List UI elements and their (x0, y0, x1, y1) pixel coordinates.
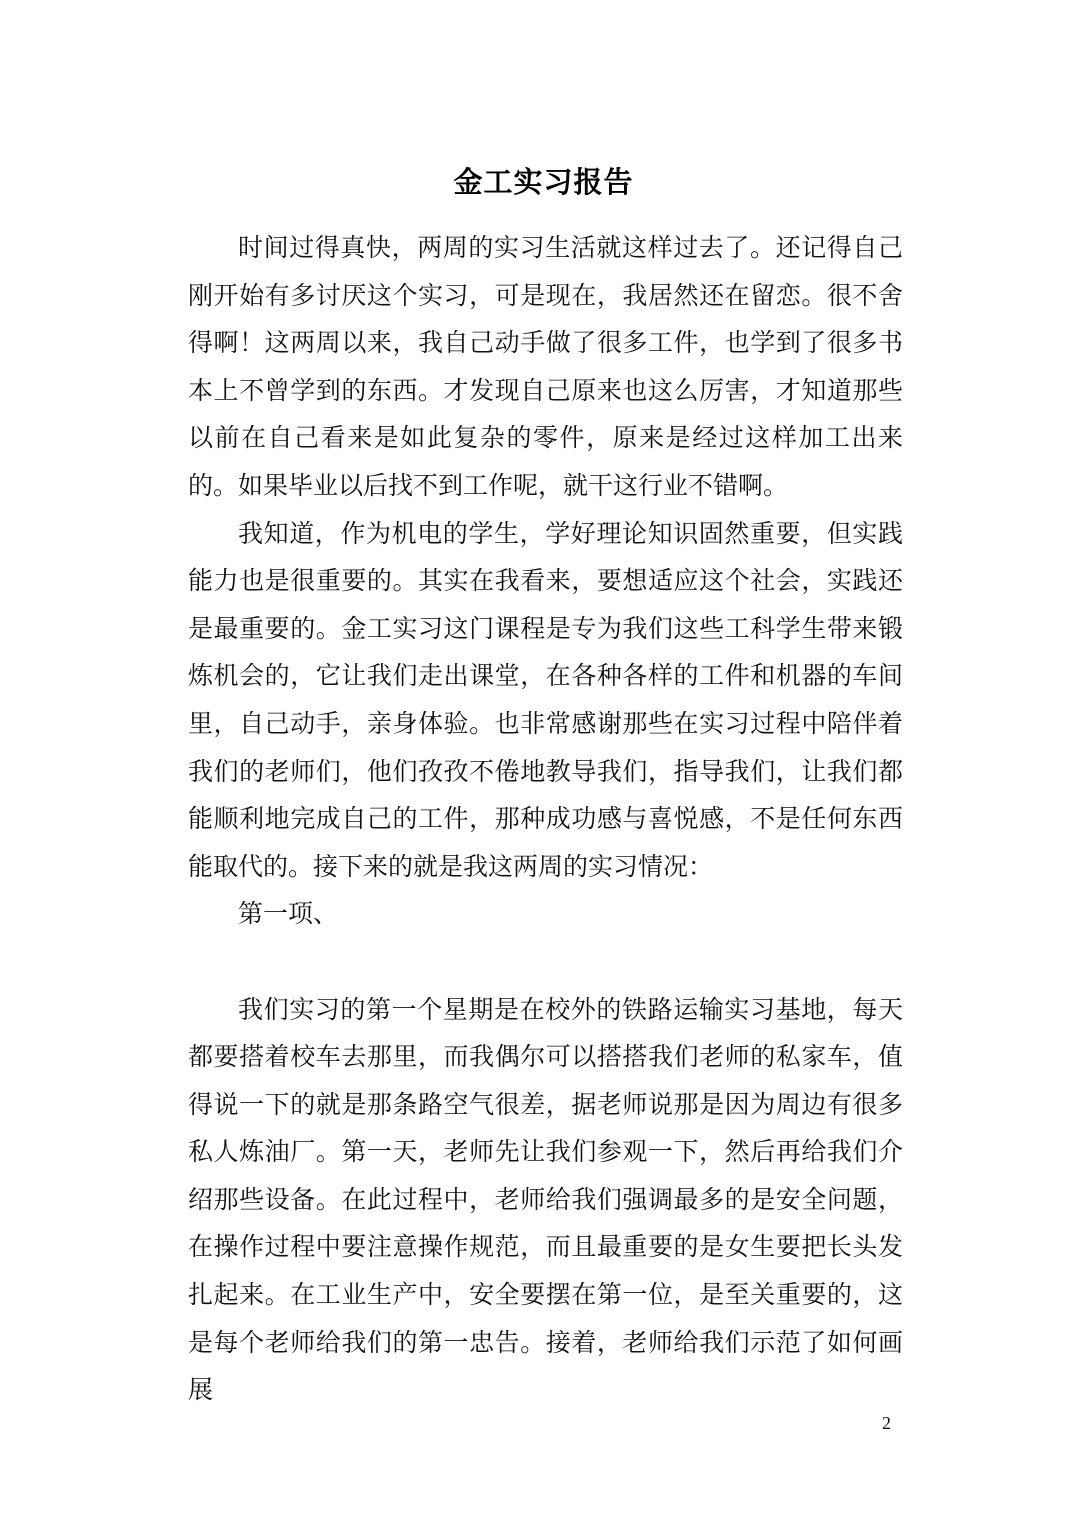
section-heading-first-item: 第一项、 (238, 899, 339, 929)
paragraph-intro: 时间过得真快，两周的实习生活就这样过去了。还记得自己刚开始有多讨厌这个实习，可是现在，我居然还在留恋。很不舍得啊！这两周以来，我自己动手做了很多工件，也学到了很多书本上不曾学到的东西。才发现自己原来也这么厉害，才知道那些以前在自己看来是如此复杂的零件，原来是经过这样加工出来的。如果毕业以后找不到工作呢，就干这行业不错啊。 (188, 233, 903, 500)
document-body (188, 224, 903, 1414)
page-number: 2 (882, 1413, 891, 1433)
paragraph-practice: 我知道，作为机电的学生，学好理论知识固然重要，但实践能力也是很重要的。其实在我看来，要想适应这个社会，实践还是最重要的。金工实习这门课程是专为我们这些工科学生带来锻炼机会的，它让我们走出课堂，在各种各样的工件和机器的车间里，自己动手，亲身体验。也非常感谢那些在实习过程中陪伴着我们的老师们，他们孜孜不倦地教导我们，指导我们，让我们都能顺利地完成自己的工件，那种成功感与喜悦感，不是任何东西能取代的。接下来的就是我这两周的实习情况： (188, 518, 903, 881)
paragraph-first-week: 我们实习的第一个星期是在校外的铁路运输实习基地，每天都要搭着校车去那里，而我偶尔可以搭搭我们老师的私家车，值得说一下的就是那条路空气很差，据老师说那是因为周边有很多私人炼油厂。第一天，老师先让我们参观一下，然后再给我们介绍那些设备。在此过程中，老师给我们强调最多的是安全问题，在操作过程中要注意操作规范，而且最重要的是女生要把长头发扎起来。在工业生产中，安全要摆在第一位，是至关重要的，这是每个老师给我们的第一忠告。接着，老师给我们示范了如何画展 (188, 994, 903, 1405)
document-title: 金工实习报告 (453, 165, 634, 199)
